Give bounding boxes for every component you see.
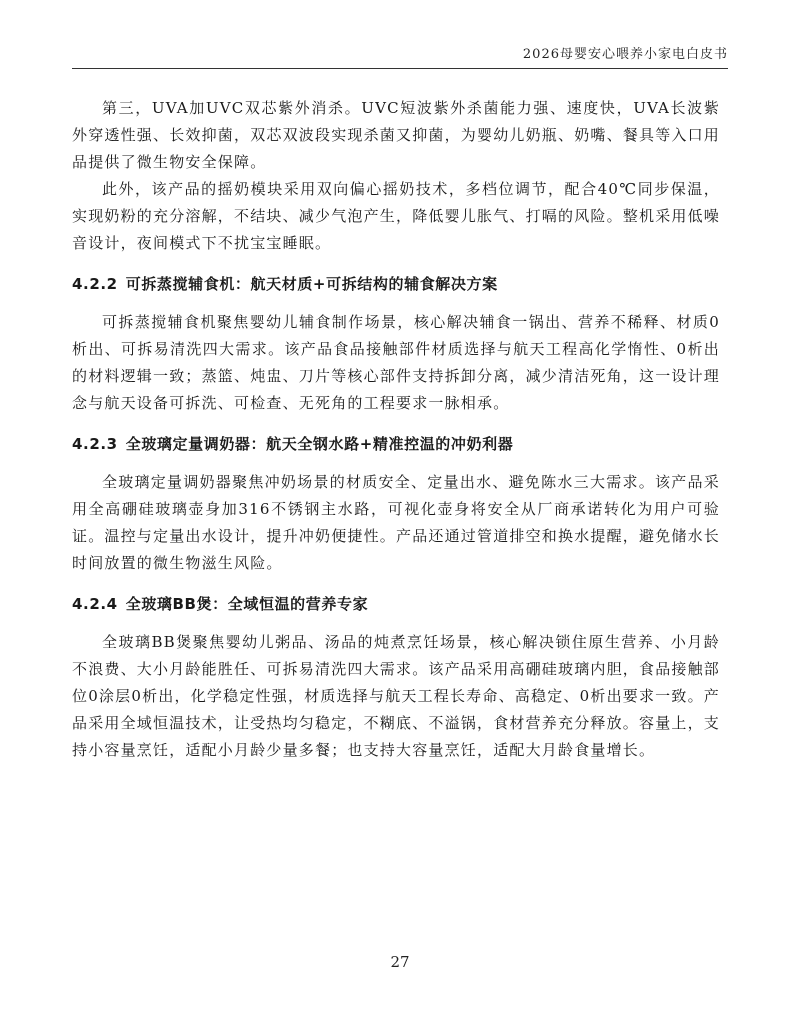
page-header xyxy=(72,38,728,69)
section-title: 可拆蒸搅辅食机：航天材质+可拆结构的辅食解决方案 xyxy=(125,275,498,293)
body-paragraph: 全玻璃BB煲聚焦婴幼儿粥品、汤品的炖煮烹饪场景，核心解决锁住原生营养、小月龄不浪费、大小月龄能胜任、可拆易清洗四大需求。该产品采用高硼硅玻璃内胆，食品接触部位0涂层0析出，化学稳定性强，材质选择与航天工程长寿命、高稳定、0析出要求一致。产品采用全域恒温技术，让受热均匀稳定，不糊底、不溢锅，食材营养充分释放。容量上，支持小容量烹饪，适配小月龄少量多餐；也支持大容量烹饪，适配大月龄食量增长。 xyxy=(72,633,721,759)
section-heading xyxy=(72,271,720,297)
section-heading xyxy=(72,591,720,617)
section-number: 4.2.4 xyxy=(72,595,118,613)
body-paragraph: 此外，该产品的摇奶模块采用双向偏心摇奶技术，多档位调节，配合40℃同步保温，实现奶粉的充分溶解，不结块、减少气泡产生，降低婴儿胀气、打嗝的风险。整机采用低噪音设计，夜间模式下不扰宝宝睡眠。 xyxy=(72,180,721,252)
section-heading xyxy=(72,431,720,457)
body-paragraph: 可拆蒸搅辅食机聚焦婴幼儿辅食制作场景，核心解决辅食一锅出、营养不稀释、材质0析出、可拆易清洗四大需求。该产品食品接触部件材质选择与航天工程高化学惰性、0析出的材料逻辑一致；蒸篮、炖盅、刀片等核心部件支持拆卸分离，减少清洁死角，这一设计理念与航天设备可拆洗、可检查、无死角的工程要求一脉相承。 xyxy=(72,313,721,412)
page-content xyxy=(72,95,720,764)
header-title: 2026母婴安心喂养小家电白皮书 xyxy=(522,47,728,62)
body-paragraph: 第三，UVA加UVC双芯紫外消杀。UVC短波紫外杀菌能力强、速度快，UVA长波紫外穿透性强、长效抑菌，双芯双波段实现杀菌又抑菌，为婴幼儿奶瓶、奶嘴、餐具等入口用品提供了微生物安全保障。 xyxy=(72,99,721,171)
section-title: 全玻璃定量调奶器：航天全钢水路+精准控温的冲奶利器 xyxy=(125,435,514,453)
section-title: 全玻璃BB煲：全域恒温的营养专家 xyxy=(125,595,369,613)
body-paragraph: 全玻璃定量调奶器聚焦冲奶场景的材质安全、定量出水、避免陈水三大需求。该产品采用全高硼硅玻璃壶身加316不锈钢主水路，可视化壶身将安全从厂商承诺转化为用户可验证。温控与定量出水设计，提升冲奶便捷性。产品还通过管道排空和换水提醒，避免储水长时间放置的微生物滋生风险。 xyxy=(72,473,721,572)
section-number: 4.2.2 xyxy=(72,275,118,293)
page-number: 27 xyxy=(390,953,410,971)
section-number: 4.2.3 xyxy=(72,435,118,453)
